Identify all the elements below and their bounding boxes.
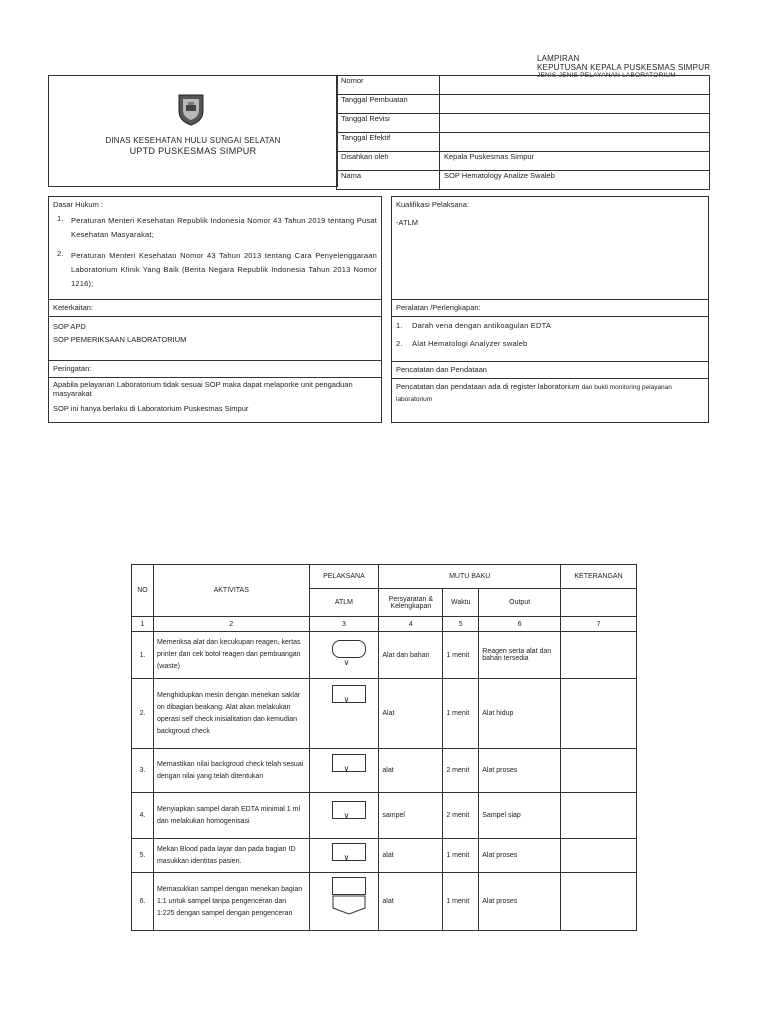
- lampiran-line1: LAMPIRAN: [537, 54, 580, 63]
- kualifikasi-item-1: -ATLM: [396, 218, 418, 227]
- right-info-box: [391, 196, 709, 423]
- table-row: [132, 632, 637, 679]
- step-number: 4.: [132, 793, 154, 839]
- col-number: 6: [479, 617, 561, 632]
- flow-arrow-icon: ∨: [343, 695, 350, 704]
- step-activity: Memastikan nilai backgroud check telah sesuai dengan nilai yang telah ditentukan: [153, 749, 309, 793]
- table-row: [132, 839, 637, 873]
- header-no: NO: [132, 565, 154, 617]
- header-waktu: Waktu: [443, 589, 479, 617]
- step-note: [561, 632, 637, 679]
- header-logo-area: [48, 75, 338, 187]
- info-label: Nama: [337, 171, 440, 190]
- keterkaitan-item-1: SOP APD: [53, 322, 86, 331]
- col-number: 2: [153, 617, 309, 632]
- step-note: [561, 749, 637, 793]
- step-time: 1 menit: [443, 632, 479, 679]
- peralatan-item-2: Alat Hematologi Analyzer swaleb: [412, 339, 528, 348]
- info-row-disahkan: [337, 152, 710, 171]
- info-value: [440, 95, 710, 114]
- info-row-nomor: [337, 76, 710, 95]
- info-label: Tanggal Revisi: [337, 114, 440, 133]
- peralatan-item-1: Darah vena dengan antikoagulan EDTA: [412, 321, 552, 330]
- dasar-hukum-title: Dasar Hukum :: [53, 200, 104, 209]
- step-requirement: alat: [379, 749, 443, 793]
- header-mutu-baku: MUTU BAKU: [379, 565, 561, 589]
- info-value: [440, 114, 710, 133]
- step-activity: Menyiapkan sampel darah EDTA minimal 1 ml dan melakukan homogenisasi: [153, 793, 309, 839]
- step-output: Alat proses: [479, 839, 561, 873]
- flowchart-cell: [309, 873, 379, 931]
- info-label: Nomor: [337, 76, 440, 95]
- info-row-revisi: [337, 114, 710, 133]
- header-keterangan-blank: [561, 589, 637, 617]
- info-row-efektif: [337, 133, 710, 152]
- step-time: 1 menit: [443, 873, 479, 931]
- table-row: [132, 793, 637, 839]
- step-activity: Menghidupkan mesin dengan menekan saklar on dibagian beakang. Alat akan melakukan operasi self check inisialitation dan kemudian backgroud check: [153, 679, 309, 749]
- flowchart-cell: [309, 749, 379, 793]
- step-number: 6.: [132, 873, 154, 931]
- peringatan-item-1: Apabila pelayanan Laboratorium tidak sesuai SOP maka dapat melaporke unit pengaduan masyarakat: [53, 380, 353, 398]
- flowchart-offpage-connector-icon: [332, 895, 366, 915]
- dasar-1-num: 1.: [57, 214, 64, 223]
- step-number: 5.: [132, 839, 154, 873]
- unit-name: UPTD PUSKESMAS SIMPUR: [129, 146, 257, 156]
- step-requirement: sampel: [379, 793, 443, 839]
- flowchart-cell: [309, 839, 379, 873]
- info-value: [440, 76, 710, 95]
- peringatan-title: Peringatan:: [53, 364, 92, 373]
- step-note: [561, 873, 637, 931]
- header-atlm: ATLM: [309, 589, 379, 617]
- peralatan-2-num: 2.: [396, 339, 403, 348]
- step-time: 2 menit: [443, 749, 479, 793]
- step-output: Reagen serta alat dan bahan tersedia: [479, 632, 561, 679]
- step-number: 2.: [132, 679, 154, 749]
- lampiran-heading: [537, 54, 710, 72]
- col-number: 5: [443, 617, 479, 632]
- step-requirement: Alat dan bahan: [379, 632, 443, 679]
- flowchart-cell: [309, 679, 379, 749]
- dasar-hukum-2: Peraturan Menteri Kesehatan Nomor 43 Tahun 2013 tentang Cara Penyelenggaraan Laboratorium Klinik Yang Baik (Berita Negara Republik Indonesia Tahun 2013 Nomor 1216);: [71, 251, 377, 288]
- step-requirement: Alat: [379, 679, 443, 749]
- sop-info-table: [336, 75, 710, 190]
- flow-arrow-icon: ∨: [343, 764, 350, 773]
- info-label: Disahkan oleh: [337, 152, 440, 171]
- step-time: 1 menit: [443, 679, 479, 749]
- step-output: Alat proses: [479, 749, 561, 793]
- left-info-box: [48, 196, 382, 423]
- table-row: [132, 679, 637, 749]
- step-output: Sampel siap: [479, 793, 561, 839]
- step-requirement: alat: [379, 839, 443, 873]
- flowchart-cell: [309, 632, 379, 679]
- step-time: 1 menit: [443, 839, 479, 873]
- step-number: 1.: [132, 632, 154, 679]
- header-aktivitas: AKTIVITAS: [153, 565, 309, 617]
- step-note: [561, 679, 637, 749]
- info-row-pembuatan: [337, 95, 710, 114]
- info-value: Kepala Puskesmas Simpur: [440, 152, 710, 171]
- lampiran-line3: JENIS-JENIS PELAYANAN LABORATORIUM: [537, 72, 676, 79]
- step-requirement: alat: [379, 873, 443, 931]
- step-activity: Memeriksa alat dan kecukupan reagen, kertas printer dan cek botol reagen dan pembuangan (waste): [153, 632, 309, 679]
- flow-arrow-icon: ∨: [343, 658, 350, 667]
- step-output: Alat hidup: [479, 679, 561, 749]
- step-activity: Mekan Blood pada layar dan pada bagian ID masukkan identitas pasien.: [153, 839, 309, 873]
- regency-emblem-icon: [176, 93, 206, 127]
- kualifikasi-title: Kualifikasi Pelaksana:: [396, 200, 469, 209]
- procedure-table: [131, 564, 637, 931]
- flowchart-process-icon: [332, 877, 366, 895]
- col-number: 1: [132, 617, 154, 632]
- peralatan-title: Peralatan /Perlengkapan:: [396, 303, 481, 312]
- pencatatan-item-1b: dan bukti monitoring pelayanan laboratorium: [396, 384, 672, 403]
- col-number: 3: [309, 617, 379, 632]
- info-value: [440, 133, 710, 152]
- table-row: [132, 873, 637, 931]
- table-row: [132, 749, 637, 793]
- org-name: DINAS KESEHATAN HULU SUNGAI SELATAN: [105, 136, 281, 145]
- header-pelaksana: PELAKSANA: [309, 565, 379, 589]
- flowchart-terminator-icon: [332, 640, 366, 658]
- header-persyaratan: Persyaratan & Kelengkapan: [379, 589, 443, 617]
- step-number: 3.: [132, 749, 154, 793]
- step-output: Alat proses: [479, 873, 561, 931]
- pencatatan-title: Pencatatan dan Pendataan: [396, 365, 487, 374]
- header-keterangan: KETERANGAN: [561, 565, 637, 589]
- peringatan-item-2: SOP ini hanya berlaku di Laboratorium Puskesmas Simpur: [53, 404, 249, 413]
- pencatatan-item-1a: Pencatatan dan pendataan ada di register laboratorium: [396, 382, 580, 391]
- col-number: 7: [561, 617, 637, 632]
- step-activity: Memasukkan sampel dengan menekan bagian 1:1 untuk sampel tanpa pengenceran dan 1:225 dengan sampel dengan pengenceran: [153, 873, 309, 931]
- header-output: Output: [479, 589, 561, 617]
- step-time: 2 menit: [443, 793, 479, 839]
- flowchart-cell: [309, 793, 379, 839]
- step-note: [561, 793, 637, 839]
- step-note: [561, 839, 637, 873]
- info-row-nama: [337, 171, 710, 190]
- keterkaitan-item-2: SOP PEMERIKSAAN LABORATORIUM: [53, 335, 187, 344]
- info-label: Tanggal Efektif: [337, 133, 440, 152]
- peralatan-1-num: 1.: [396, 321, 403, 330]
- dasar-2-num: 2.: [57, 249, 64, 258]
- col-number: 4: [379, 617, 443, 632]
- lampiran-line2: KEPUTUSAN KEPALA PUSKESMAS SIMPUR: [537, 63, 711, 72]
- keterkaitan-title: Keterkaitan:: [53, 303, 94, 312]
- flow-arrow-icon: ∨: [343, 853, 350, 862]
- dasar-hukum-1: Peraturan Menteri Kesehatan Republik Indonesia Nomor 43 Tahun 2019 tentang Pusat Kesehatan Masyarakat;: [71, 216, 377, 239]
- flow-arrow-icon: ∨: [343, 811, 350, 820]
- info-value: SOP Hematology Analize Swaleb: [440, 171, 710, 190]
- info-label: Tanggal Pembuatan: [337, 95, 440, 114]
